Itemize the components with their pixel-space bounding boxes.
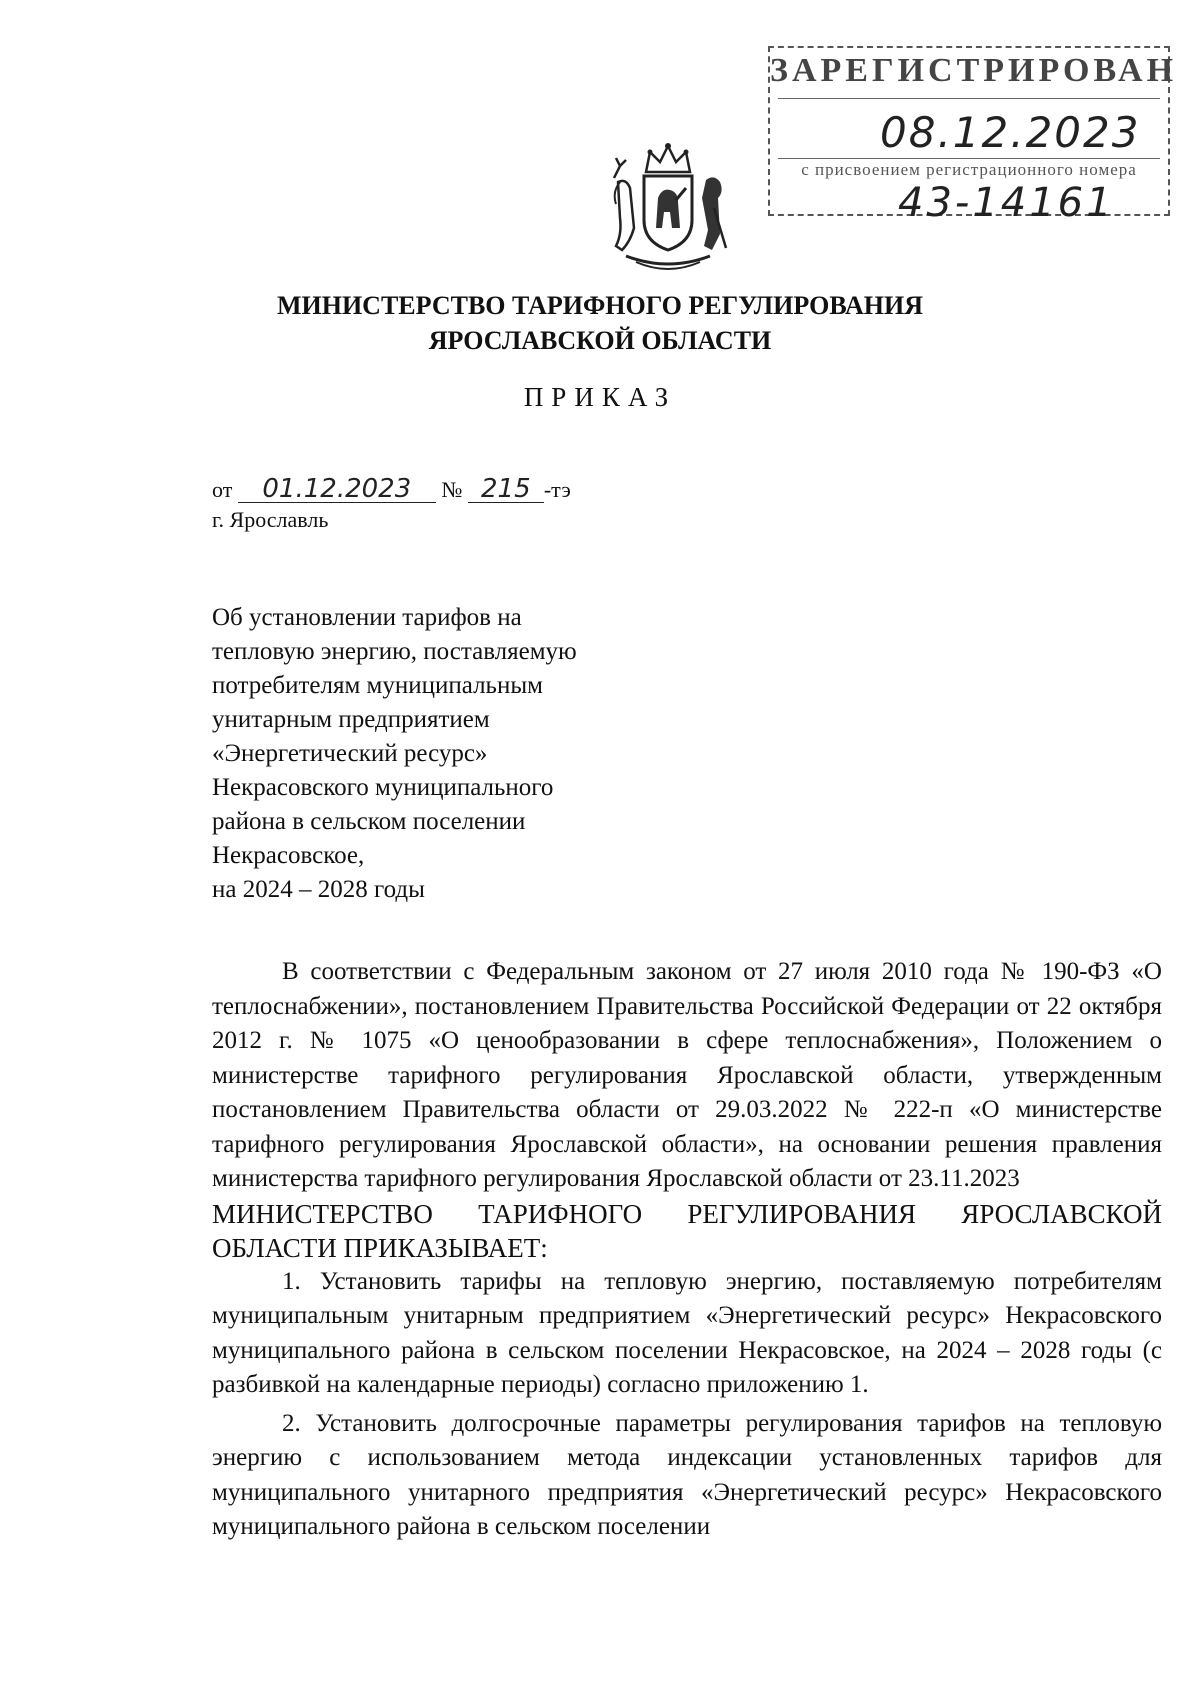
city: г. Ярославль <box>212 507 329 532</box>
stamp-caption: с присвоением регистрационного номера <box>801 160 1137 179</box>
subject-line: тепловую энергию, поставляемую <box>212 638 577 665</box>
order-number: 215 <box>468 476 544 503</box>
subject-line: «Энергетический ресурс» <box>212 740 488 767</box>
subject-line: Некрасовское, <box>212 842 365 869</box>
stamp-divider <box>778 98 1160 99</box>
preamble-paragraph: В соответствии с Федеральным законом от 27 июля 2010 года № 190-ФЗ «О теплоснабжении», постановлением Правительства Российской Федерации от 22 октября 2012 г. № 1075 «О ценообразовании в сфере теплоснабжения», Положением о министерстве тарифного регулирования Ярославской области, утвержденным постановлением Правительства области от 29.03.2022 № 222-п «О министерстве тарифного регулирования Ярославской области», на основании решения правления министерства тарифного регулирования Ярославской области от 23.11.2023 <box>212 958 1162 1192</box>
number-label: № <box>441 477 463 502</box>
order-item-1: 1. Установить тарифы на тепловую энергию, поставляемую потребителям муниципальным унитарным предприятием «Энергетический ресурс» Некрасовского муниципального района в сельском поселении Некрасовское, на 2024 – 2028 годы (с разбивкой на календарные периоды) согласно приложению 1. <box>212 1267 1162 1398</box>
ministry-name-line: МИНИСТЕРСТВО ТАРИФНОГО РЕГУЛИРОВАНИЯ <box>276 291 924 320</box>
order-body <box>212 955 1162 1545</box>
subject-line: района в сельском поселении <box>212 808 526 835</box>
orders-statement: МИНИСТЕРСТВО ТАРИФНОГО РЕГУЛИРОВАНИЯ ЯРОСЛАВСКОЙ ОБЛАСТИ ПРИКАЗЫВАЕТ: <box>212 1198 1162 1263</box>
order-suffix: -тэ <box>543 477 571 502</box>
from-label: от <box>212 477 233 502</box>
stamp-title: ЗАРЕГИСТРИРОВАН <box>770 52 1178 89</box>
order-date: 01.12.2023 <box>238 476 436 503</box>
order-subject <box>212 601 652 907</box>
ministry-name-line: ЯРОСЛАВСКОЙ ОБЛАСТИ <box>428 326 772 355</box>
registration-stamp <box>768 46 1178 226</box>
subject-line: унитарным предприятием <box>212 706 490 733</box>
subject-line: на 2024 – 2028 годы <box>212 876 425 903</box>
stamp-divider <box>778 158 1160 159</box>
stamp-date: 08.12.2023 <box>880 108 1141 157</box>
subject-line: Некрасовского муниципального <box>212 774 554 801</box>
order-item-2: 2. Установить долгосрочные параметры регулирования тарифов на тепловую энергию с использованием метода индексации установленных тарифов для муниципального унитарного предприятия «Энергетический ресурс» Некрасовского муниципального района в сельском поселении <box>212 1409 1162 1540</box>
order-date-number-line <box>212 476 571 503</box>
subject-line: потребителям муниципальным <box>212 672 543 699</box>
subject-line: Об установлении тарифов на <box>212 604 522 631</box>
coat-of-arms-emblem <box>606 138 730 276</box>
stamp-registration-number: 43-14161 <box>898 180 1115 226</box>
document-type: ПРИКАЗ <box>523 382 677 412</box>
ministry-name <box>0 288 1200 358</box>
